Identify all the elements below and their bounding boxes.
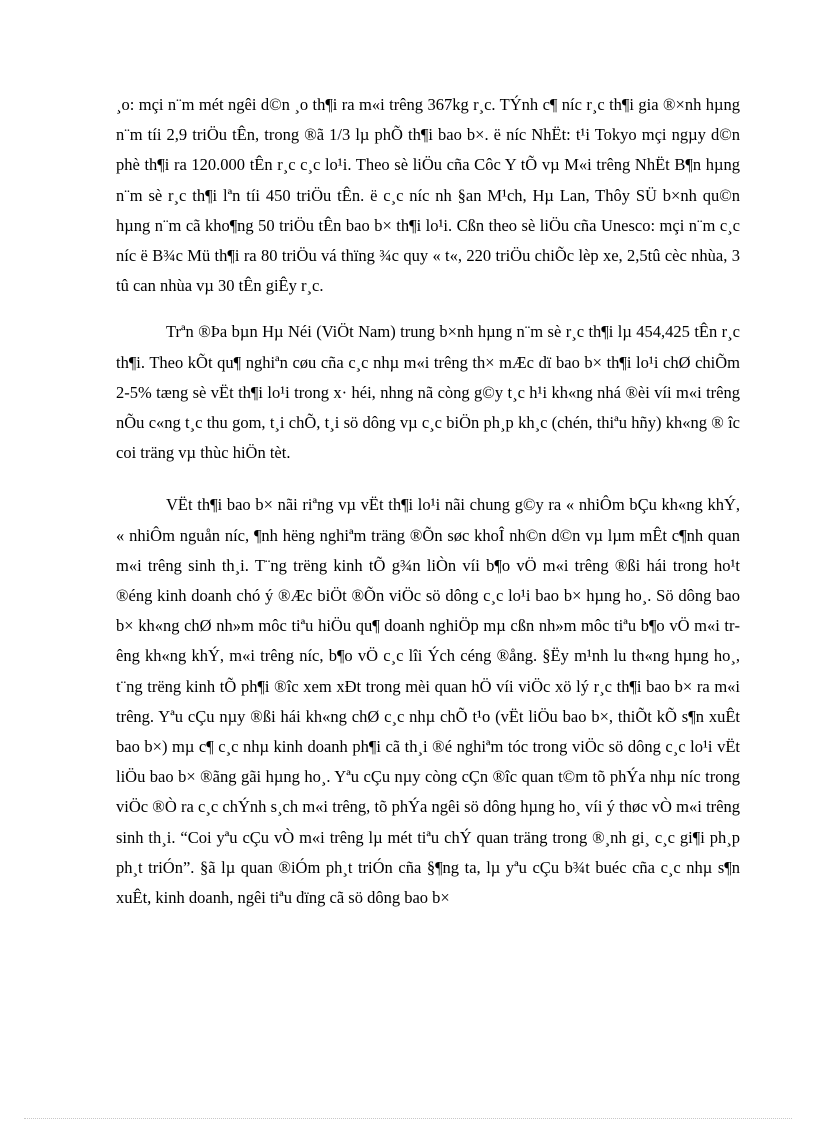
paragraph-environmental-impact: VËt th¶i bao b× nãi riªng vµ vËt th¶i lo¹i nãi chung g©y ra « nhiÔm bÇu kh«ng khÝ, « nhiÔm nguån níc, ¶nh hëng nghiªm träng ®Õn søc khoÎ nh©n d©n vµ lµm mÊt c¶nh quan m«i trêng sinh th¸i. T¨ng trëng kinh tÕ g¾n liÒn víi b¶o vÖ m«i trêng ®ßi hái trong ho¹t ®éng kinh doanh chó ý ®Æc biÖt ®Õn viÖc sö dông c¸c lo¹i bao b× hµng ho¸. Sö dông bao b× kh«ng chØ nh»m môc tiªu hiÖu qu¶ doanh nghiÖp mµ cßn nh»m môc tiªu b¶o vÖ m«i trêng kh«ng khÝ, m«i trêng níc, b¶o vÖ c¸c lîi Ých céng ®ång. §Ëy m¹nh lu th«ng hµng ho¸, t¨ng trëng kinh tÕ ph¶i ®îc xem xÐt trong mèi quan hÖ víi viÖc xö lý r¸c th¶i bao b× ra m«i trêng. Yªu cÇu nµy ®ßi hái kh«ng chØ c¸c nhµ chÕ t¹o (vËt liÖu bao b×, thiÕt kÕ s¶n xuÊt bao b×) mµ c¶ c¸c nhµ kinh doanh ph¶i cã th¸i ®é nghiªm tóc trong viÖc sö dông c¸c lo¹i vËt liÖu bao b× ®ãng gãi hµng ho¸. Yªu cÇu nµy còng cÇn ®îc quan t©m tõ phÝa nhµ níc trong viÖc ®Ò ra c¸c chÝnh s¸ch m«i trêng, tõ phÝa ngêi sö dông hµng ho¸ víi ý thøc vÒ m«i trêng sinh th¸i. “Coi yªu cÇu vÒ m«i trêng lµ mét tiªu chÝ quan träng trong ®¸nh gi¸ c¸c gi¶i ph¸p ph¸t triÓn”. §ã lµ quan ®iÓm ph¸t triÓn cña §¶ng ta, lµ yªu cÇu b¾t buéc cña c¸c nhµ s¶n xuÊt, kinh doanh, ngêi tiªu dïng cã sö dông bao b× <box>116 495 740 908</box>
paragraph-waste-statistics-world: ¸o: mçi n¨m mét ngêi d©n ¸o th¶i ra m«i trêng 367kg r¸c. TÝnh c¶ níc r¸c th¶i gia ®×nh hµng n¨m tíi 2,9 triÖu tÊn, trong ®ã 1/3 lµ phÕ th¶i bao b×. ë níc NhËt: t¹i Tokyo mçi ngµy d©n phè th¶i ra 120.000 tÊn r¸c c¸c lo¹i. Theo sè liÖu cña Côc Y tÕ vµ M«i trêng NhËt B¶n hµng n¨m sè r¸c th¶i lªn tíi 450 triÖu tÊn. ë c¸c níc nh §an M¹ch, Hµ Lan, Thôy SÜ b×nh qu©n hµng n¨m cã kho¶ng 50 triÖu tÊn bao b× th¶i lo¹i. Cßn theo sè liÖu cña Unesco: mçi n¨m c¸c níc ë B¾c Mü th¶i ra 80 triÖu vá thïng ¾c quy « t«, 220 triÖu chiÕc lèp xe, 2,5tû cèc nhùa, 3 tû can nhùa vµ 30 tÊn giÊy r¸c. <box>116 95 740 296</box>
body-text <box>116 90 740 913</box>
paragraph-hanoi-waste: Trªn ®Þa bµn Hµ Néi (ViÖt Nam) trung b×nh hµng n¨m sè r¸c th¶i lµ 454,425 tÊn r¸c th¶i. Theo kÕt qu¶ nghiªn cøu cña c¸c nhµ m«i trêng th× mÆc dï bao b× th¶i lo¹i chØ chiÕm 2-5% tæng sè vËt th¶i lo¹i trong x· héi, nhng nã còng g©y t¸c h¹i kh«ng nhá ®èi víi m«i trêng nÕu c«ng t¸c thu gom, t¸i chÕ, t¸i sö dông vµ c¸c biÖn ph¸p kh¸c (chén, thiªu hñy) kh«ng ® îc coi träng vµ thùc hiÖn tèt. <box>116 322 740 463</box>
page-bottom-rule <box>24 1118 792 1119</box>
